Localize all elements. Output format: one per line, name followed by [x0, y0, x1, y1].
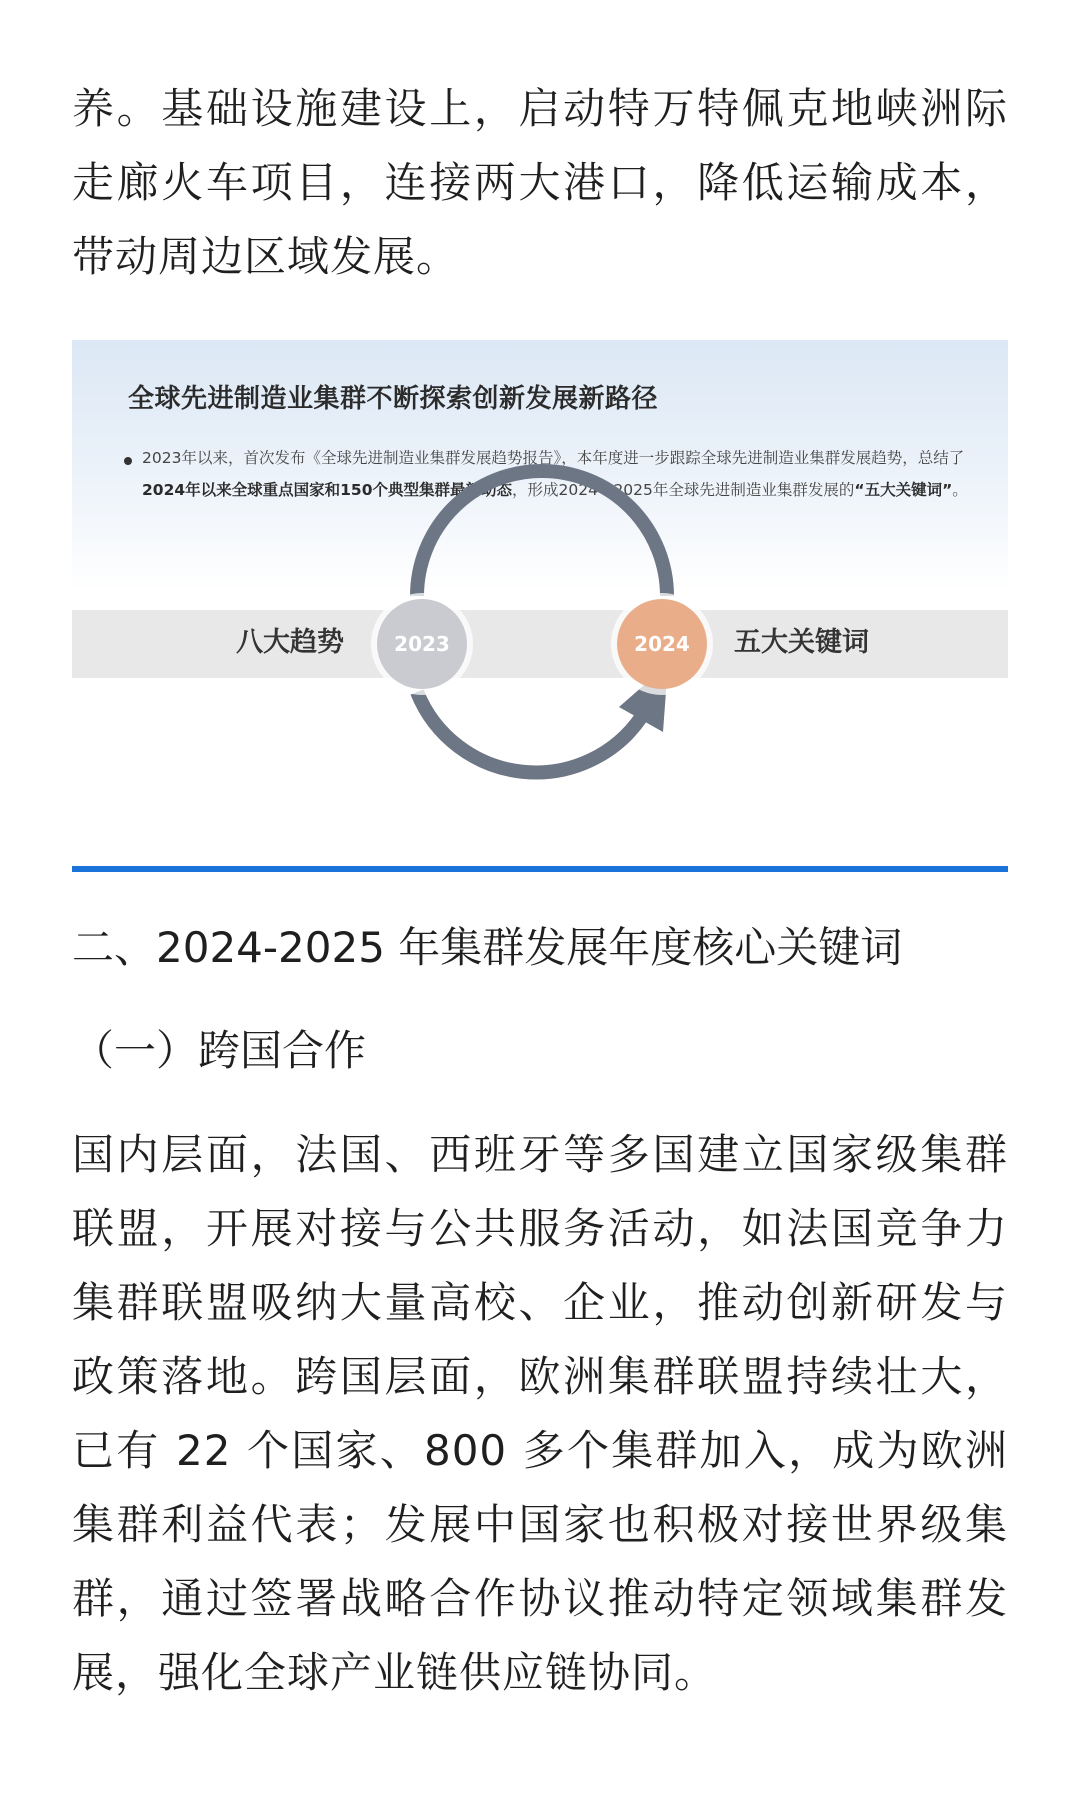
- intro-paragraph: 养。基础设施建设上，启动特万特佩克地峡洲际走廊火车项目，连接两大港口，降低运输成本，带动周边区域发展。: [72, 84, 1008, 281]
- five-keywords-label: 五大关键词: [734, 627, 869, 658]
- description-bold-2: “五大关键词”: [854, 481, 953, 499]
- year-2023-circle: 2023: [377, 599, 467, 689]
- description-text-2: ，形成2024—2025年全球先进制造业集群发展的: [512, 481, 855, 499]
- infographic-title: 全球先进制造业集群不断探索创新发展新路径: [128, 384, 659, 414]
- year-2024-circle: 2024: [617, 599, 707, 689]
- description-bold-1: 2024年以来全球重点国家和150个典型集群最新动态: [142, 481, 512, 499]
- infographic-image: [72, 340, 1008, 872]
- description-text-3: 。: [952, 481, 968, 499]
- description-text-1: 2023年以来，首次发布《全球先进制造业集群发展趋势报告》，本年度进一步跟踪全球先进制造业集群发展趋势，总结了: [142, 449, 965, 467]
- eight-trends-label: 八大趋势: [236, 627, 344, 658]
- cycle-arrow-icon: [72, 340, 1008, 872]
- sub-heading: （一）跨国合作: [72, 1026, 367, 1075]
- body-paragraph: 国内层面，法国、西班牙等多国建立国家级集群联盟，开展对接与公共服务活动，如法国竞争力集群联盟吸纳大量高校、企业，推动创新研发与政策落地。跨国层面，欧洲集群联盟持续壮大，已有 22 个国家、800 多个集群加入，成为欧洲集群利益代表；发展中国家也积极对接世界级集群，通过签署战略合作协议推动特定领域集群发展，强化全球产业链供应链协同。: [72, 1130, 1008, 1697]
- section-heading: 二、2024-2025 年集群发展年度核心关键词: [72, 923, 903, 972]
